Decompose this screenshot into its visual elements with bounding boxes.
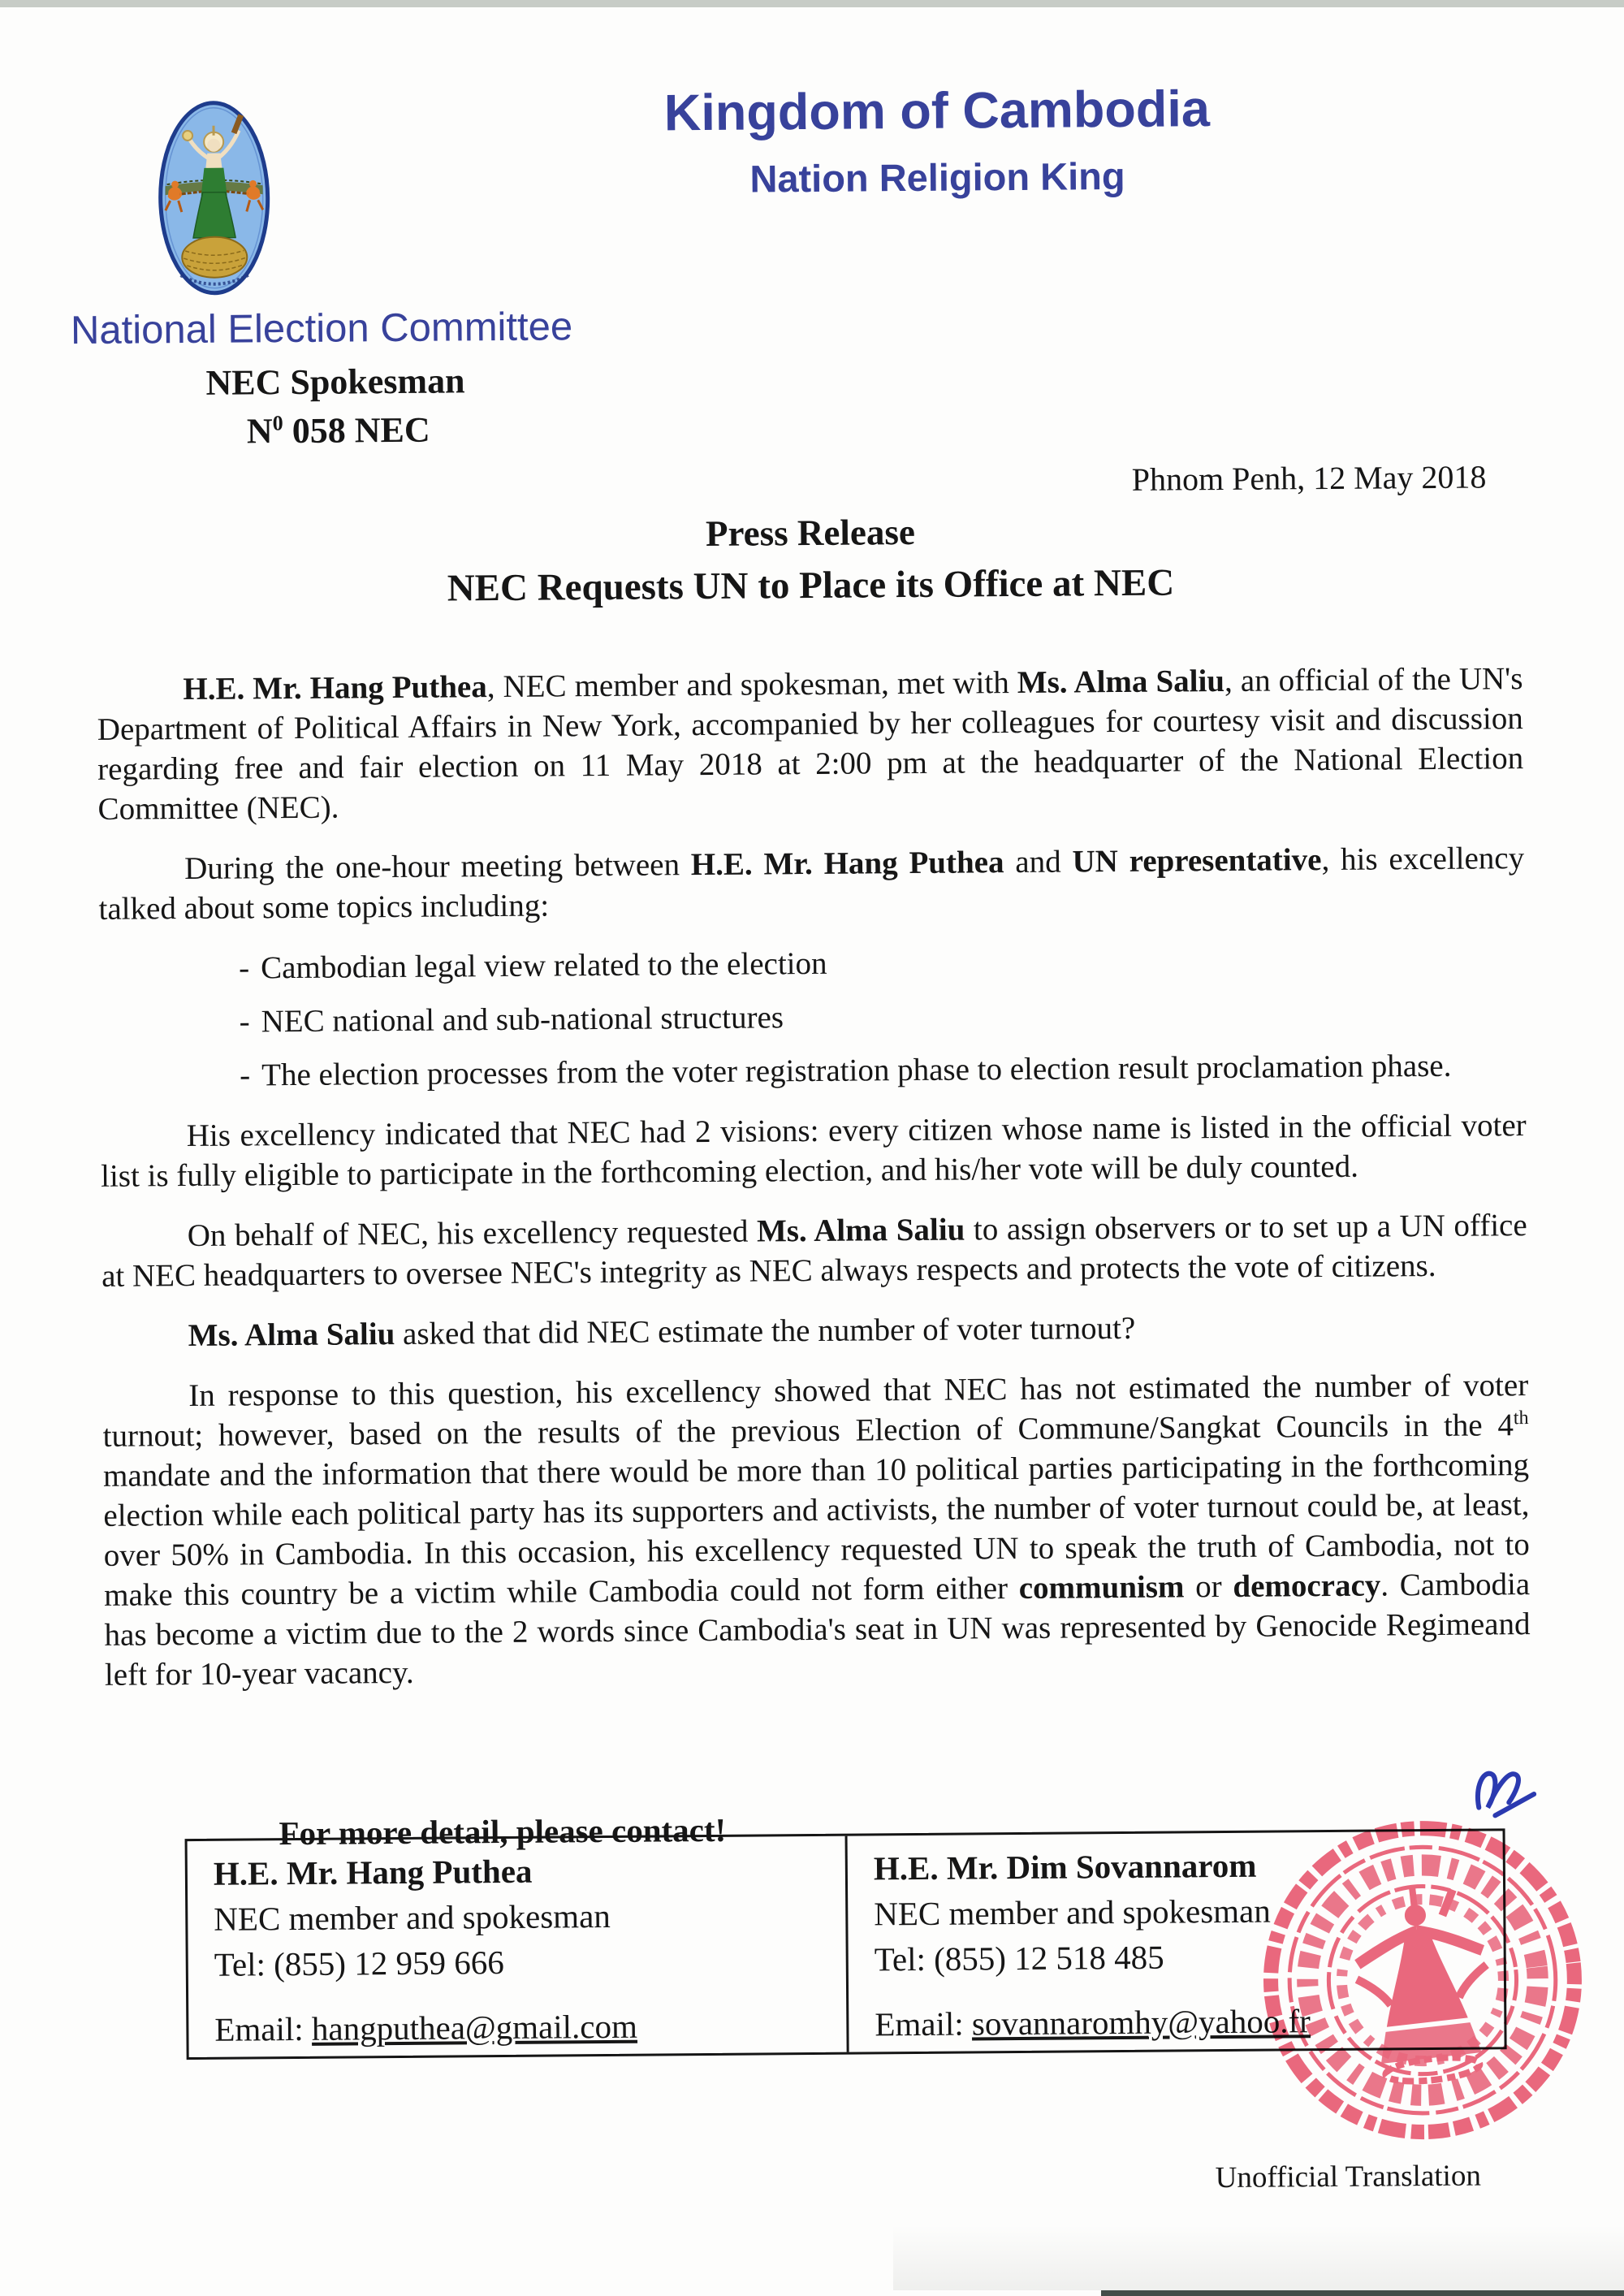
topic-bullet-item: - The election processes from the voter registration phase to election result proclamation phase.: [240, 1045, 1526, 1095]
paragraph-6: [102, 1365, 1531, 1695]
dateline: Phnom Penh, 12 May 2018: [1131, 458, 1487, 498]
kingdom-title: Kingdom of Cambodia: [663, 80, 1211, 142]
text-segment: Ms. Alma Saliu: [188, 1317, 395, 1354]
text-segment: His excellency indicated that NEC had 2 visions: every citizen whose name is listed in the official voter list is fully eligible to participate in the forthcoming election, and his/her vote will be duly counted.: [100, 1108, 1527, 1194]
spokesman-line: NEC Spokesman: [205, 361, 465, 403]
paragraph-5: [102, 1305, 1527, 1356]
national-motto: Nation Religion King: [749, 153, 1125, 201]
topic-bullet-item: - Cambodian legal view related to the election: [239, 938, 1525, 988]
contact-name: H.E. Mr. Hang Puthea: [213, 1852, 533, 1892]
contact-role: NEC member and spokesman: [874, 1892, 1271, 1933]
nec-emblem-icon: [157, 98, 272, 297]
text-segment: In response to this question, his excellency showed that NEC has not estimated the number of voter turnout; however, based on the results of the previous Election of Commune/Sangkat Councils in the 4: [102, 1368, 1529, 1454]
paragraph-4: [102, 1205, 1528, 1296]
text-segment: or: [1184, 1568, 1233, 1605]
text-segment: H.E. Mr. Hang Puthea: [183, 669, 487, 707]
text-segment: , NEC member and spokesman, met with: [486, 664, 1017, 705]
press-release-heading: Press Release: [705, 511, 916, 555]
contact-name: H.E. Mr. Dim Sovannarom: [873, 1846, 1257, 1887]
text-segment: democracy: [1233, 1567, 1381, 1604]
text-segment: H.E. Mr. Hang Puthea: [690, 845, 1004, 883]
body-text: [97, 659, 1531, 1695]
paragraph-3: [101, 1105, 1527, 1196]
contact-tel: Tel: (855) 12 518 485: [874, 1938, 1164, 1978]
nec-emblem-logo: [157, 98, 272, 297]
topics-list: [99, 938, 1526, 1096]
paragraph-1: [97, 659, 1523, 829]
contact-tel: Tel: (855) 12 959 666: [214, 1944, 504, 1983]
text-segment: . Cambodia has become a victim due to the 2 words since Cambodia's seat in UN was represented by Genocide Regimeand left for 10-year vacancy.: [104, 1567, 1531, 1693]
text-segment: , his excellency talked about some topics including:: [98, 841, 1525, 927]
email-label: Email:: [214, 2009, 313, 2048]
paragraph-2: [98, 838, 1525, 929]
unofficial-translation-note: Unofficial Translation: [1215, 2159, 1482, 2195]
signature-initials: [1471, 1763, 1548, 1827]
text-segment: N: [246, 411, 273, 452]
text-segment: to assign observers or to set up a UN office at NEC headquarters to oversee NEC's integrity as NEC always respects and protects the vote of citizens.: [101, 1208, 1527, 1294]
text-segment: Ms. Alma Saliu: [1017, 663, 1225, 700]
text-segment: communism: [1018, 1569, 1185, 1606]
text-segment: and: [1004, 844, 1073, 880]
text-segment: 0: [272, 411, 283, 435]
text-segment: th: [1513, 1407, 1529, 1429]
committee-name: National Election Committee: [70, 305, 573, 353]
scan-edge-bottom: [1101, 2290, 1624, 2296]
document-title: NEC Requests UN to Place its Office at NEC: [447, 561, 1175, 610]
nec-red-stamp: [1242, 1800, 1604, 2161]
scan-shadow-bottom-right: [893, 2225, 1624, 2290]
text-segment: asked that did NEC estimate the number of voter turnout?: [395, 1310, 1136, 1352]
document-number: [247, 409, 430, 452]
contact-heading: For more detail, please contact!: [279, 1810, 727, 1853]
topic-bullet-item: - NEC national and sub-national structures: [239, 992, 1525, 1041]
red-stamp-icon: [1242, 1800, 1604, 2161]
email-label: Email:: [875, 2004, 973, 2043]
email-address: sovannaromhy@yahoo.fr: [971, 2002, 1311, 2043]
text-segment: On behalf of NEC, his excellency requested: [187, 1213, 758, 1254]
text-segment: , an official of the UN's Department of Political Affairs in New York, accompanied by her colleagues for courtesy visit and discussion regarding free and fair election on 11 May 2018 at 2:00 pm at the headquarter of the National Election Committee (NEC).: [97, 661, 1524, 827]
text-segment: During the one-hour meeting between: [184, 847, 691, 887]
text-segment: Ms. Alma Saliu: [756, 1212, 965, 1249]
contact-role: NEC member and spokesman: [214, 1896, 611, 1938]
text-segment: UN representative: [1072, 842, 1322, 880]
email-address: hangputhea@gmail.com: [311, 2007, 638, 2047]
contact-cell-hang-puthea: [188, 1836, 849, 2057]
signature-icon: [1471, 1763, 1548, 1827]
text-segment: 058 NEC: [283, 409, 430, 452]
text-segment: mandate and the information that there would be more than 10 political parties participating in the forthcoming election while each political party has its supporters and activists, the number of voter turnout could be, at least, over 50% in Cambodia. In this occasion, his excellency requested UN to speak the truth of Cambodia, not to make this country be a victim while Cambodia could not form either: [102, 1447, 1530, 1613]
contact-email: [214, 2007, 831, 2047]
